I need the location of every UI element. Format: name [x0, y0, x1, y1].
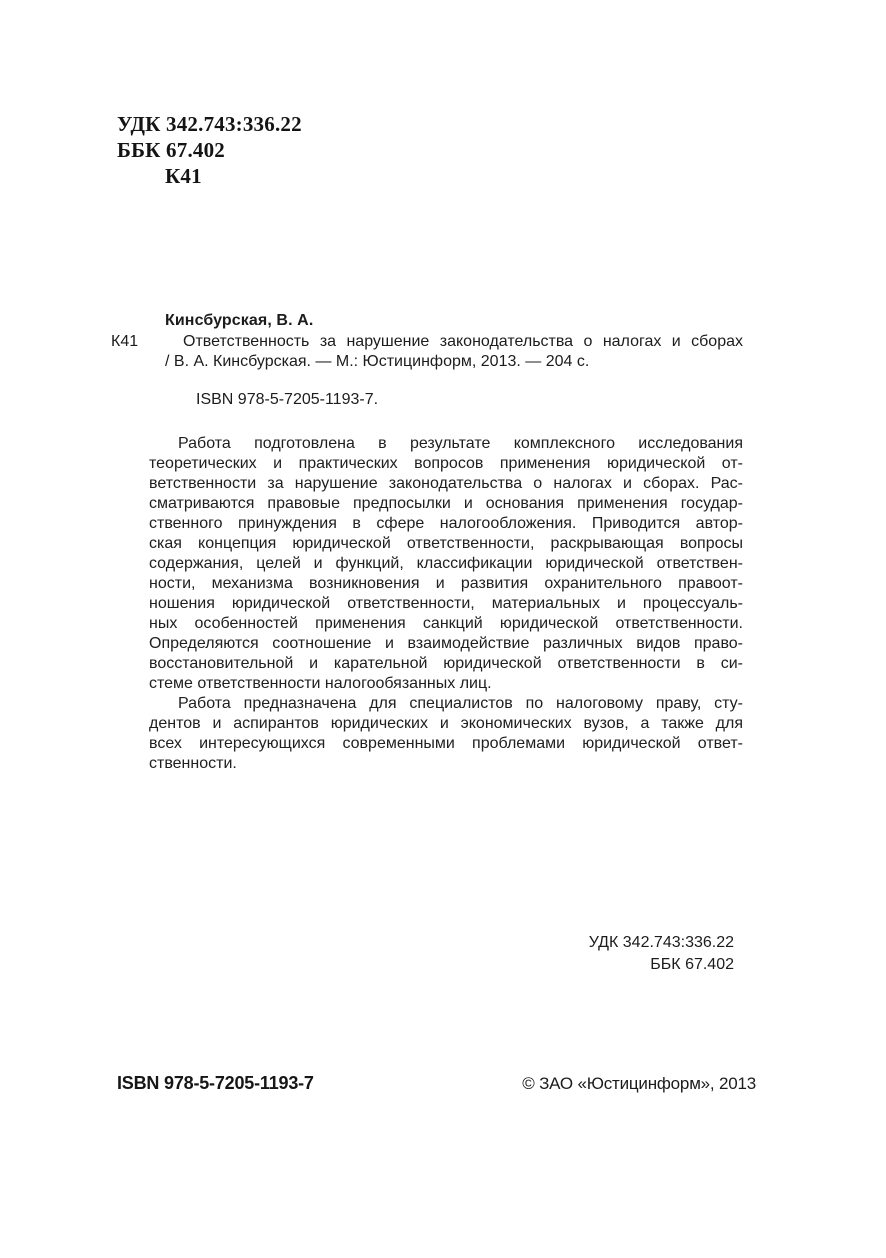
card-entry-code: К41 — [111, 332, 139, 350]
footer-row — [117, 1073, 756, 1094]
annotation-line: ности, механизма возникновения и развития охранительного правоот- — [149, 575, 743, 592]
annotation-line: всех интересующихся современными проблемами юридической ответ- — [149, 735, 743, 752]
card-isbn: ISBN 978-5-7205-1193-7. — [196, 390, 379, 408]
card-imprint: / В. А. Кинсбурская. — М.: Юстицинформ, 2013. — 204 с. — [165, 353, 590, 370]
annotation-line: восстановительной и карательной юридической ответственности в си- — [149, 655, 743, 672]
card-title: Ответственность за нарушение законодательства о налогах и сборах — [183, 332, 743, 350]
annotation-line: Работа предназначена для специалистов по налоговому праву, сту- — [178, 695, 743, 712]
catalog-card — [111, 311, 743, 410]
annotation-line: ветственности за нарушение законодательства о налогах и сборах. Рас- — [149, 475, 743, 492]
annotation-line: ская концепция юридической ответственности, раскрывающая вопросы — [149, 535, 743, 552]
top-author-sign: К41 — [165, 164, 202, 188]
annotation-paragraph-2 — [149, 694, 743, 774]
annotation-block — [149, 434, 743, 774]
card-author: Кинсбурская, В. А. — [165, 312, 314, 329]
annotation-line: дентов и аспирантов юридических и экономических вузов, а также для — [149, 715, 743, 732]
annotation-line: сматриваются правовые предпосылки и основания применения государ- — [149, 495, 743, 512]
annotation-line: ственности. — [149, 755, 237, 772]
top-bbk-code: ББК 67.402 — [117, 138, 225, 162]
top-codes-block — [117, 111, 302, 189]
annotation-paragraph-1 — [149, 434, 743, 694]
annotation-line: содержания, целей и функций, классификации юридической ответствен- — [149, 555, 743, 572]
footer-copyright: © ЗАО «Юстицинформ», 2013 — [522, 1074, 756, 1093]
bottom-bbk-code: ББК 67.402 — [650, 956, 734, 973]
annotation-line: теоретических и практических вопросов применения юридической от- — [149, 455, 743, 472]
footer-isbn: ISBN 978-5-7205-1193-7 — [117, 1073, 314, 1093]
annotation-line: стеме ответственности налогообязанных лиц. — [149, 675, 492, 692]
annotation-line: ношения юридической ответственности, материальных и процессуаль- — [149, 595, 743, 612]
card-entry — [111, 332, 743, 353]
annotation-line: ных особенностей применения санкций юридической ответственности. — [149, 615, 743, 632]
bottom-udc-code: УДК 342.743:336.22 — [588, 934, 734, 951]
annotation-line: Определяются соотношение и взаимодействие различных видов право- — [149, 635, 743, 652]
annotation-line: ственного принуждения в сфере налогообложения. Приводится автор- — [149, 515, 743, 532]
top-udc-code: УДК 342.743:336.22 — [117, 112, 302, 136]
bottom-codes-block — [589, 932, 734, 976]
annotation-line: Работа подготовлена в результате комплексного исследования — [178, 435, 743, 452]
